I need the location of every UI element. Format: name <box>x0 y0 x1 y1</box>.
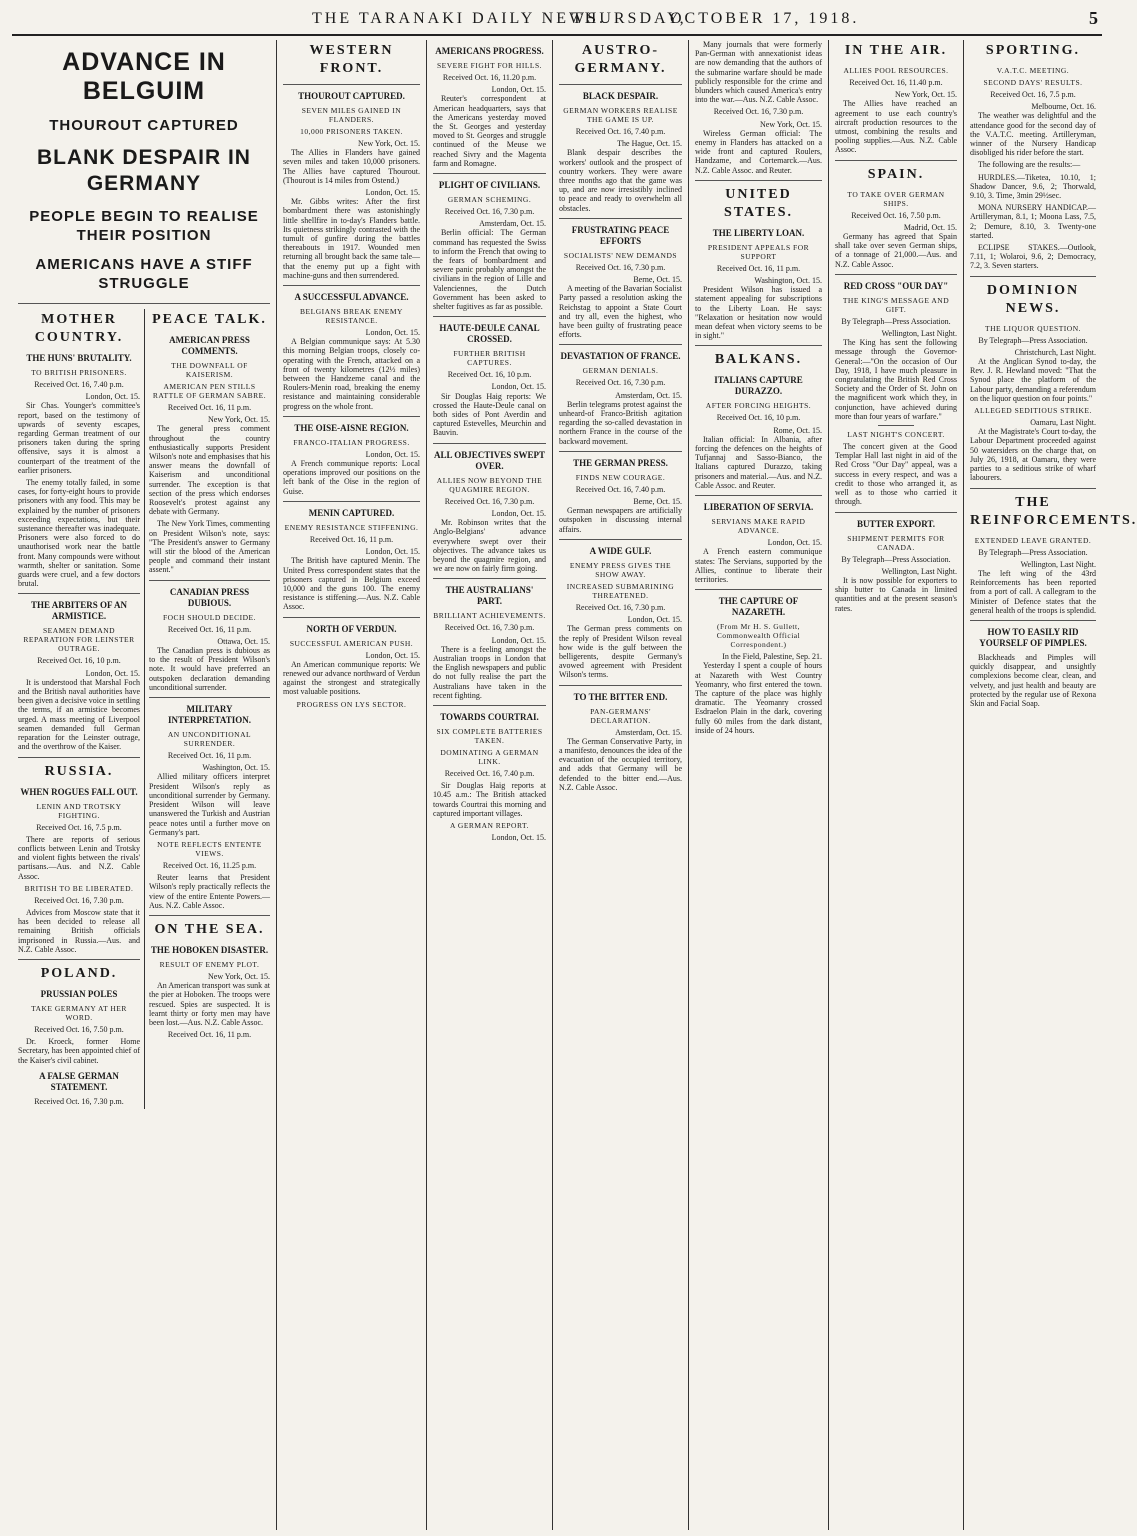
paragraph: Reuter's correspondent at American headquarters, says that the Americans yesterday moved the St. Georges and yesterday moved to St. Georges and struggle continued of the Meuse we reached Sivry and the Magenta farm and Romagne. <box>433 94 546 168</box>
paragraph: There is a feeling amongst the Australian troops in London that the English newspapers and public do not fully realise the part the Australians have taken in the recent fighting. <box>433 644 546 700</box>
section-peace-talk: PEACE TALK. <box>152 312 267 327</box>
dateline: Oamaru, Last Night. <box>1030 418 1096 428</box>
subhead-small: GERMAN WORKERS REALISE THE GAME IS UP. <box>563 106 678 124</box>
paragraph: The Allies in Flanders have gained seven miles and taken 10,000 prisoners. The Allies have captured Thourout. (Thourout is 14 miles from Ostend.) <box>283 148 420 185</box>
section-poland: POLAND. <box>40 965 118 981</box>
received-line: Received Oct. 16, 11 p.m. <box>167 751 252 761</box>
subhead: THOUROUT CAPTURED. <box>298 91 405 101</box>
subhead-small: AFTER FORCING HEIGHTS. <box>705 401 812 411</box>
paragraph: Allied military officers interpret President Wilson's reply as unconditional surrender by Germany. President Wilson will leave unanswered the Turkish and Austrian peace notes until a further move on Germany's part. <box>149 772 270 837</box>
subhead: ITALIANS CAPTURE DURAZZO. <box>714 375 803 397</box>
paragraph: The King has sent the following message through the Governor-General:—"On the occasion of Our Day, 1918, I have much pleasure in congratulating the British Red Cross Society and the Order of St. John on the magnificent work which they, in conjunction, have achieved during more than four years of warfare." <box>835 338 957 421</box>
paragraph: Many journals that were formerly Pan-German with annexationist ideas are now demanding that the authors of the submarine warfare should be made publicly responsible for the crime and blunders which caused America's entry into the war.—Aus. N.Z. Cable Assoc. <box>695 40 822 105</box>
paragraph: The Canadian press is dubious as to the result of President Wilson's note. It would have preferred an outspoken declaration demanding unconditional surrender. <box>149 646 270 692</box>
subhead-small: FOCH SHOULD DECIDE. <box>162 612 257 622</box>
dateline: Washington, Oct. 15. <box>754 276 822 286</box>
received-line: Received Oct. 16, 7.5 p.m. <box>990 90 1076 99</box>
dateline: Rome, Oct. 15. <box>773 425 822 435</box>
subhead-small: TO BRITISH PRISONERS. <box>31 368 127 377</box>
dateline: London, Oct. 15. <box>365 449 420 459</box>
subhead-small: PAN-GERMANS' DECLARATION. <box>590 706 651 725</box>
masthead <box>12 6 1102 36</box>
received-line: Received Oct. 16, 10 p.m. <box>716 413 801 423</box>
section-united-states: UNITED STATES. <box>723 186 794 220</box>
received-line: Received Oct. 16, 11 p.m. <box>167 624 252 634</box>
subhead-small: FURTHER BRITISH CAPTURES. <box>453 349 526 368</box>
column-1-split <box>18 309 270 1109</box>
paragraph: The New York Times, commenting on President Wilson's note, says: "The President's answer to Germany will stir the blood of the American people and command their instant assent." <box>149 519 270 575</box>
received-line: By Telegraph—Press Association. <box>978 547 1088 557</box>
subhead: THE OISE-AISNE REGION. <box>294 422 409 433</box>
paragraph: Dr. Kroeck, former Home Secretary, has been appointed chief of the Kaiser's civil cabinet. <box>18 1037 140 1065</box>
paragraph: A French communique reports: Local operations improved our positions on the left bank of the Oise in the region of Guise. <box>283 459 420 496</box>
subhead-small: NOTE REFLECTS ENTENTE VIEWS. <box>157 839 262 858</box>
subhead: THE GERMAN PRESS. <box>573 457 668 468</box>
dateline: Wellington, Last Night. <box>1020 559 1096 569</box>
subhead-small: SOCIALISTS' NEW DEMANDS <box>563 250 678 260</box>
subhead-small: DOMINATING A GERMAN LINK. <box>440 747 539 766</box>
subhead-small: GERMAN SCHEMING. <box>447 195 532 205</box>
section-reinforcements: THE REINFORCEMENTS. <box>970 494 1137 528</box>
subhead-small: SECOND DAYS' RESULTS. <box>983 78 1083 87</box>
dateline: Christchurch, Last Night. <box>1014 347 1096 357</box>
subhead: TO THE BITTER END. <box>573 691 668 702</box>
subhead-small: 10,000 PRISONERS TAKEN. <box>300 127 403 136</box>
section-mother-country: MOTHER COUNTRY. <box>34 312 124 345</box>
advertisement-heading: HOW TO EASILY RID YOURSELF OF PIMPLES. <box>979 626 1087 648</box>
subhead-small: FINDS NEW COURAGE. <box>575 472 666 482</box>
received-line: Received Oct. 16, 7.50 p.m. <box>34 1024 124 1034</box>
dateline: London, Oct. 15. <box>85 392 140 402</box>
dateline: London, Oct. 15. <box>627 615 682 625</box>
subhead: LIBERATION OF SERVIA. <box>703 502 814 513</box>
section-russia: RUSSIA. <box>44 763 114 779</box>
section-sporting: SPORTING. <box>985 43 1081 58</box>
paragraph: Blank despair describes the workers' outlook and the prospect of country workers. They were aware three months ago that the game was up, and are now irresistibly inclined to peace and ready to overwhelm all obstacles. <box>559 148 682 213</box>
dateline: London, Oct. 15. <box>491 382 546 392</box>
headline-people-realise: PEOPLE BEGIN TO REALISE THEIR POSITION <box>29 208 259 244</box>
subhead-small: SEAMEN DEMAND REPARATION FOR LEINSTER OUTRAGE. <box>23 626 135 654</box>
dateline: London, Oct. 15. <box>491 85 546 95</box>
paragraph: A meeting of the Bavarian Socialist Party passed a resolution asking the Reichstag to appoint a State Court and try all, even the highest, who have been guilty of frustrating peace efforts. <box>559 284 682 340</box>
subhead: MILITARY INTERPRETATION. <box>168 704 251 726</box>
newspaper-title: THE TARANAKI DAILY NEWS. <box>312 10 606 27</box>
headline-blank-despair: BLANK DESPAIR IN GERMANY <box>37 146 251 195</box>
column-4 <box>553 40 689 1530</box>
dateline: Melbourne, Oct. 16. <box>1031 102 1096 112</box>
received-line: Received Oct. 16, 11 p.m. <box>716 263 801 273</box>
paragraph: Germany has agreed that Spain shall take over seven German ships, of a tonnage of 21,000.—Aus. and N.Z. Cable Assoc. <box>835 232 957 269</box>
dateline: London, Oct. 15. <box>85 668 140 678</box>
dateline: In the Field, Palestine, Sep. 21. <box>722 652 822 662</box>
received-line: Received Oct. 16, 10 p.m. <box>37 656 121 666</box>
subhead-small: (From Mr H. S. Gullett, Commonwealth Official Correspondent.) <box>716 622 801 650</box>
received-line: Received Oct. 16, 11 p.m. <box>167 403 252 412</box>
dateline: Wellington, Last Night. <box>881 566 957 576</box>
subhead-small: BRITISH TO BE LIBERATED. <box>24 883 134 893</box>
paragraph: Wireless German official: The enemy in Flanders has attacked on a wide front and captured Roulers, Handzame, and Cortemarck.—Aus. N.Z. Cable Assoc. and Reuter. <box>695 128 822 175</box>
subhead-small: PRESIDENT APPEALS FOR SUPPORT <box>707 242 810 261</box>
paragraph: Sir Douglas Haig reports at 10.45 a.m.: The British attacked towards Courtrai this morning and captured important villages. <box>433 781 546 818</box>
column-5 <box>689 40 829 1530</box>
column-1 <box>12 40 277 1530</box>
dateline: Amsterdam, Oct. 15. <box>615 727 682 737</box>
paragraph: At the Magistrate's Court to-day, the Labour Department proceeded against 50 watersiders on the charge that, on July 26, 1918, at Oamaru, they were parties to a seditious strike of wharf labourers. <box>970 427 1096 483</box>
dateline: London, Oct. 15. <box>365 547 420 557</box>
subhead: THE AUSTRALIANS' PART. <box>445 585 534 607</box>
issue-date: OCTOBER 17, 1918. <box>670 10 860 27</box>
section-western-front: WESTERN FRONT. <box>309 43 394 76</box>
paragraph: The Allies have reached an agreement to use each country's aircraft production resources to the utmost, combining the results and pooling supplies.—Aus. N.Z. Cable Assoc. <box>835 99 957 155</box>
subhead-small: BRILLIANT ACHIEVEMENTS. <box>433 611 546 621</box>
subhead: TOWARDS COURTRAI. <box>440 711 539 722</box>
paragraph: Mr. Gibbs writes: After the first bombardment there was astonishingly little shellfire in to-day's Flanders battle. Its quietness strikingly contrasted with the tumult of gunfire during the battles thereabouts in 1917. Wounded men returning all brought back the same tale—that the enemy put up a fight with machine-guns and then surrendered. <box>283 197 420 280</box>
subhead-small: EXTENDED LEAVE GRANTED. <box>974 535 1092 545</box>
subhead-small: A GERMAN REPORT. <box>450 820 529 830</box>
subhead: CANADIAN PRESS DUBIOUS. <box>169 586 250 608</box>
subhead-small: PROGRESS ON LYS SECTOR. <box>296 699 407 709</box>
dateline: Berne, Oct. 15. <box>633 497 682 507</box>
subhead-small: ALLIES NOW BEYOND THE QUAGMIRE REGION. <box>436 475 543 494</box>
subhead: MENIN CAPTURED. <box>308 507 395 518</box>
subhead: AMERICAN PRESS COMMENTS. <box>169 335 250 356</box>
received-line: Received Oct. 16, 11 p.m. <box>167 1030 252 1040</box>
paragraph: Advices from Moscow state that it has been decided to release all remaining British officials imprisoned in Russia.—Aus. and N.Z. Cable Assoc. <box>18 907 140 954</box>
subhead: DEVASTATION OF FRANCE. <box>560 351 681 362</box>
paragraph: ECLIPSE STAKES.—Outlook, 7.11, 1; Wolaroi, 9.6, 2; Democracy, 7.2, 3. Seven starters. <box>970 243 1096 271</box>
subhead-small: RESULT OF ENEMY PLOT. <box>159 959 260 969</box>
subhead: THE ARBITERS OF AN ARMISTICE. <box>31 600 127 622</box>
subhead-small: TAKE GERMANY AT HER WORD. <box>31 1003 127 1022</box>
paragraph: The German Conservative Party, in a manifesto, denounces the idea of the evacuation of the occupied territory, and adds that Germany will be defended to the bitter end.—Aus. N.Z. Cable Assoc. <box>559 736 682 792</box>
received-line: Received Oct. 16, 7.40 p.m. <box>34 380 124 389</box>
subhead-small: SUCCESSFUL AMERICAN PUSH. <box>289 638 414 648</box>
subhead: NORTH OF VERDUN. <box>306 623 397 634</box>
received-line: Received Oct. 16, 7.30 p.m. <box>444 207 535 217</box>
subhead-small: SHIPMENT PERMITS FOR CANADA. <box>847 533 945 552</box>
subhead-small: INCREASED SUBMARINING THREATENED. <box>566 581 675 600</box>
paragraph: Mr. Robinson writes that the Anglo-Belgians' advance everywhere swept over their objectives. The advance takes us beyond the quagmire region, and we are now on fairly firm going. <box>433 518 546 574</box>
subhead-small: LENIN AND TROTSKY FIGHTING. <box>36 801 122 820</box>
dateline: New York, Oct. 15. <box>895 90 957 100</box>
paragraph: Sir Douglas Haig reports: We crossed the Haute-Deule canal on both sides of Pont Averdin and captured Estevelles, Meurchin and Bauvin. <box>433 391 546 438</box>
paragraph: The German press comments on the reply of President Wilson reveal how wide is the gulf between the belligerents, despite Germany's avowed agreement with President Wilson's terms. <box>559 624 682 680</box>
dateline: New York, Oct. 15. <box>358 139 420 148</box>
dateline: Wellington, Last Night. <box>881 329 957 339</box>
paragraph: The weather was delightful and the attendance good for the second day of the V.A.T.C. meeting. Artilleryman, winner of the Nursery Handicap disobliged his rider before the start. <box>970 111 1096 158</box>
paragraph: An American communique reports: We renewed our advance northward of Verdun against the strongest and strategically most valuable positions. <box>283 659 420 697</box>
column-3 <box>427 40 553 1530</box>
dateline: Madrid, Oct. 15. <box>903 222 957 232</box>
section-on-the-sea: ON THE SEA. <box>154 921 265 937</box>
subhead: A FALSE GERMAN STATEMENT. <box>39 1070 119 1092</box>
subhead: AMERICANS PROGRESS. <box>435 46 544 56</box>
received-line: Received Oct. 16, 7.30 p.m. <box>575 262 666 272</box>
received-line: By Telegraph—Press Association. <box>841 316 951 326</box>
subhead-small: ENEMY RESISTANCE STIFFENING. <box>284 522 419 532</box>
dateline: London, Oct. 15. <box>767 538 822 548</box>
dateline: London, Oct. 15. <box>365 650 420 660</box>
received-line: Received Oct. 16, 7.30 p.m. <box>444 496 535 506</box>
dateline: New York, Oct. 15. <box>760 119 822 129</box>
subhead: FRUSTRATING PEACE EFFORTS <box>571 224 670 246</box>
subhead-small: FRANCO-ITALIAN PROGRESS. <box>293 437 410 447</box>
issue-day: THURSDAY, <box>572 10 687 27</box>
received-line: Received Oct. 16, 11.40 p.m. <box>849 78 943 87</box>
subhead-small: GERMAN DENIALS. <box>582 366 659 376</box>
subhead: WHEN ROGUES FALL OUT. <box>20 786 138 797</box>
paragraph: The enemy totally failed, in some cases, for forty-eight hours to provide prisoners with any food. This may be explained by the number of prisoners exceeding expectations, but their sustenance thereafter was inadequate. Prisoners were also forced to do unauthorised work near the battle front. Many compounds were without warmth, shelter or sanitation. Some guards were cruel, and a few doctors brutal. <box>18 478 140 589</box>
received-line: Received Oct. 16, 11.25 p.m. <box>162 860 257 870</box>
page-number: 5 <box>1089 8 1098 28</box>
headline-americans-struggle: AMERICANS HAVE A STIFF STRUGGLE <box>35 256 253 292</box>
dateline: Ottawa, Oct. 15. <box>217 636 270 646</box>
paragraph: German newspapers are artificially outspoken in discussing internal affairs. <box>559 506 682 534</box>
subhead-small: BELGIANS BREAK ENEMY RESISTANCE. <box>300 307 403 326</box>
paragraph: Berlin telegrams protest against the unheard-of Franco-British agitation regarding the so-called devastation in northern France in the course of the backward movement. <box>559 399 682 446</box>
dateline: London, Oct. 15. <box>491 508 546 518</box>
dateline: New York, Oct. 15. <box>208 415 270 425</box>
received-line: Received Oct. 16, 7.40 p.m. <box>575 484 666 494</box>
received-line: Received Oct. 16, 7.30 p.m. <box>575 378 666 388</box>
subhead-small: ENEMY PRESS GIVES THE SHOW AWAY. <box>569 560 672 579</box>
column-1-right <box>144 309 270 1109</box>
dateline: Washington, Oct. 15. <box>202 763 270 773</box>
subhead-small: THE LIQUOR QUESTION. <box>984 323 1082 333</box>
paragraph: Sir Chas. Younger's committee's report, based on the testimony of upwards of seventy escapes, regarding German treatment of our prisoners taken during the spring offensive, says it is almost a counterpart of the treatment of the earlier prisoners. <box>18 401 140 475</box>
subhead: THE CAPTURE OF NAZARETH. <box>718 596 799 618</box>
column-7 <box>964 40 1137 1530</box>
paragraph: A French eastern communique states: The Servians, supported by the Allies, continue to liberate their territories. <box>695 547 822 584</box>
column-6 <box>829 40 964 1530</box>
subhead-small: ALLIES POOL RESOURCES. <box>843 66 949 75</box>
paragraph: President Wilson has issued a statement appealing for subscriptions to the Liberty Loan. He says: "Relaxation or hesitation now would mean defeat when victory seems to be in sight." <box>695 285 822 341</box>
subhead-small: THE DOWNFALL OF KAISERISM. <box>171 361 248 379</box>
dateline: Berne, Oct. 15. <box>633 275 682 285</box>
subhead-small: LAST NIGHT'S CONCERT. <box>847 430 945 440</box>
subhead-small: AN UNCONDITIONAL SURRENDER. <box>167 730 252 749</box>
paragraph: There are reports of serious conflicts between Lenin and Trotsky and violent fights between the rivals' partisans.—Aus. and N.Z. Cable Assoc. <box>18 834 140 881</box>
section-in-the-air: IN THE AIR. <box>844 43 948 58</box>
received-line: By Telegraph—Press Association. <box>978 335 1088 345</box>
paragraph: Yesterday I spent a couple of hours at Nazareth with West Country Yeomanry, who first entered the town. The capture of the place was highly dramatic. The Yeomanry crossed Esdraelon Plain in the dark, covering fully 60 miles from the dark distant, inside of 24 hours. <box>695 661 822 735</box>
section-austro-germany: AUSTRO-GERMANY. <box>574 43 667 76</box>
paragraph: The following are the results:— <box>978 160 1081 170</box>
subhead: BLACK DESPAIR. <box>582 91 659 101</box>
paragraph: MONA NURSERY HANDICAP.—Artilleryman, 8.1, 1; Moona Lass, 7.5, 2; Demure, 8.10, 3. Twenty-one started. <box>970 203 1096 240</box>
subhead: PRUSSIAN POLES <box>40 988 118 999</box>
subhead: A SUCCESSFUL ADVANCE. <box>294 292 409 303</box>
received-line: Received Oct. 16, 7.30 p.m. <box>713 107 804 117</box>
subhead: HAUTE-DEULE CANAL CROSSED. <box>439 323 540 345</box>
paragraph: It is understood that Marshal Foch and the British naval authorities have been given a decisive voice in settling the terms, if an armistice becomes urged. A mass meeting of Liverpool seamen demanded full German reparation for the Leinster outrage, and the overthrow of the Kaiser. <box>18 677 140 752</box>
subhead-small: V.A.T.C. MEETING. <box>996 66 1070 75</box>
received-line: Received Oct. 16, 7.30 p.m. <box>575 602 666 612</box>
received-line: Received Oct. 16, 7.30 p.m. <box>34 1096 124 1106</box>
subhead: THE HOBOKEN DISASTER. <box>150 944 269 955</box>
paragraph: The British have captured Menin. The United Press correspondent states that the prisoners captured in Belgium exceed 10,000 and the guns 100. The enemy resistance is stiffening.—Aus. N.Z. Cable Assoc. <box>283 556 420 612</box>
subhead: A WIDE GULF. <box>589 545 652 556</box>
paragraph: It is now possible for exporters to ship butter to Canada in limited quantities and at the present season's rates. <box>835 575 957 613</box>
subhead: ALL OBJECTIVES SWEPT OVER. <box>433 449 546 471</box>
headline-advance-belgium: ADVANCE IN BELGUIM <box>62 48 226 105</box>
received-line: Received Oct. 16, 7.40 p.m. <box>575 127 666 136</box>
received-line: Received Oct. 16, 7.5 p.m. <box>36 822 122 832</box>
paragraph: A Belgian communique says: At 5.30 this morning Belgian troops, closely co-operating with the French, attacked on a front of twenty kilometres (12½ miles) between the Handzeme canal and the Roulers-Menin road, breaking the enemy resistance and maintaining considerable progress on the whole front. <box>283 337 420 411</box>
subhead: BUTTER EXPORT. <box>856 518 936 529</box>
received-line: Received Oct. 16, 11.20 p.m. <box>442 73 537 82</box>
subhead-small: AMERICAN PEN STILLS RATTLE OF GERMAN SABRE. <box>152 382 267 400</box>
advertisement-text: Blackheads and Pimples will quickly disappear, and unsightly complexions become clear, clean, and velvety, and just health and beauty are protected by the regular use of Rexona Skin and Facial Soap. <box>970 652 1096 708</box>
dateline: London, Oct. 15. <box>491 832 546 842</box>
dateline: Amsterdam, Oct. 15. <box>615 390 682 400</box>
subhead: THE HUNS' BRUTALITY. <box>26 353 132 363</box>
dateline: London, Oct. 15. <box>491 635 546 645</box>
received-line: Received Oct. 16, 7.40 p.m. <box>444 768 535 778</box>
paragraph: Italian official: In Albania, after forcing the defences on the heights of Tufjannaj and Sasso-Bianco, the Italians captured Durazzo, taking prisoners and material.—Aus. and N.Z. Cable Assoc. and Reuter. <box>695 434 822 490</box>
column-1-left <box>18 309 144 1109</box>
received-line: Received Oct. 16, 11 p.m. <box>309 534 394 544</box>
section-spain: SPAIN. <box>867 166 925 182</box>
paragraph: The concert given at the Good Templar Hall last night in aid of the Red Cross "Our Day" appeal, was a success in every respect, and was a credit to those who arranged it, as well as to those who carried it through. <box>835 442 957 507</box>
paragraph: The left wing of the 43rd Reinforcements has been reported from a port of call. A callegram to the Minister of Defence states that the general health of the troops is splendid. <box>970 568 1096 615</box>
section-balkans: BALKANS. <box>714 352 803 368</box>
paragraph: An American transport was sunk at the pier at Hoboken. The troops were rescued. Spies are suspected. It is learnt thirty or forty men may have been lost.—Aus. N.Z. Cable Assoc. <box>149 981 270 1027</box>
dateline: New York, Oct. 15. <box>208 971 270 981</box>
subhead-small: THE KING'S MESSAGE AND GIFT. <box>842 295 950 314</box>
headline-thourout: THOUROUT CAPTURED <box>49 117 239 134</box>
received-line: By Telegraph—Press Association. <box>841 554 951 564</box>
received-line: Received Oct. 16, 7.30 p.m. <box>444 623 535 633</box>
received-line: Received Oct. 16, 7.50 p.m. <box>851 210 941 220</box>
dateline: London, Oct. 15. <box>365 328 420 338</box>
paragraph: Reuter learns that President Wilson's reply practically reflects the view of the entire Entente Powers.—Aus. N.Z. Cable Assoc. <box>149 873 270 910</box>
subhead: RED CROSS "OUR DAY" <box>843 280 949 291</box>
column-2 <box>277 40 427 1530</box>
subhead-small: TO TAKE OVER GERMAN SHIPS. <box>847 189 945 208</box>
subhead-small: SEVERE FIGHT FOR HILLS. <box>436 61 543 70</box>
subhead-small: SIX COMPLETE BATTERIES TAKEN. <box>436 726 543 745</box>
section-dominion-news: DOMINION NEWS. <box>986 282 1080 316</box>
dateline: Amsterdam, Oct. 15. <box>479 219 546 229</box>
subhead-small: ALLEGED SEDITIOUS STRIKE. <box>974 406 1092 416</box>
received-line: Received Oct. 16, 7.30 p.m. <box>34 895 124 905</box>
subhead-small: SERVIANS MAKE RAPID ADVANCE. <box>711 517 806 536</box>
subhead: THE LIBERTY LOAN. <box>712 227 805 238</box>
paragraph: Berlin official: The German command has requested the Swiss to inform the French that owing to the fears of bombardment and severe panic probably amongst the civilians in the region of Lille and Valenciennes, the Dutch Government has been asked to shelter fugitives as far as possible. <box>433 228 546 312</box>
subhead: PLIGHT OF CIVILIANS. <box>438 180 541 191</box>
paragraph: At the Anglican Synod to-day, the Rev. J. R. Hewland moved: "That the Synod place the platform of the Labour party, demanding a referendum on the liquor question on four points." <box>970 357 1096 403</box>
dateline: The Hague, Oct. 15. <box>617 139 682 149</box>
paragraph: The general press comment throughout the country enthusiastically supports President Wilson's note and emphasises that his answer means the downfall of Kaiserism and unconditional surrender. The exception is that section of the press which endorses Roosevelt's protest against any debate with Germany. <box>149 424 270 517</box>
dateline: London, Oct. 15. <box>365 188 420 198</box>
received-line: Received Oct. 16, 10 p.m. <box>447 370 532 380</box>
paragraph: HURDLES.—Tiketea, 10.10, 1; Shadow Dancer, 9.6, 2; Thorwald, 9.10, 3. Time, 3min 29½sec. <box>970 172 1096 201</box>
subhead-small: SEVEN MILES GAINED IN FLANDERS. <box>301 106 402 124</box>
